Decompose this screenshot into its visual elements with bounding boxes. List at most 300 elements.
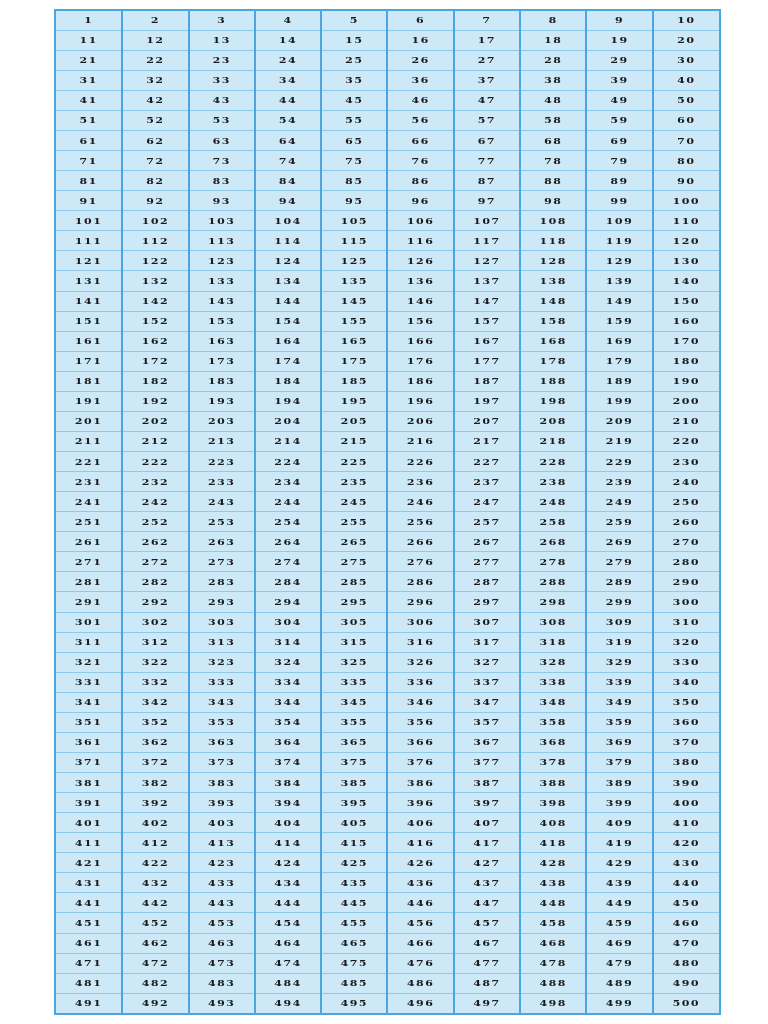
grid-cell: 488 [520, 976, 586, 990]
grid-cell: 152 [122, 314, 188, 328]
grid-cell: 277 [454, 555, 520, 569]
grid-cell: 278 [520, 555, 586, 569]
grid-cell: 473 [189, 956, 255, 970]
grid-cell: 114 [255, 234, 321, 248]
grid-cell: 388 [520, 775, 586, 789]
grid-cell: 263 [189, 535, 255, 549]
grid-row [56, 973, 719, 993]
grid-cell: 401 [56, 815, 122, 829]
grid-cell: 283 [189, 575, 255, 589]
grid-cell: 489 [586, 976, 652, 990]
grid-cell: 227 [454, 454, 520, 468]
grid-cell: 71 [56, 153, 122, 167]
grid-cell: 211 [56, 434, 122, 448]
grid-cell: 27 [454, 53, 520, 67]
grid-cell: 102 [122, 214, 188, 228]
grid-cell: 253 [189, 515, 255, 529]
grid-cell: 431 [56, 876, 122, 890]
grid-cell: 280 [653, 555, 719, 569]
grid-cell: 485 [321, 976, 387, 990]
grid-cell: 60 [653, 113, 719, 127]
grid-cell: 305 [321, 615, 387, 629]
grid-cell: 425 [321, 856, 387, 870]
grid-cell: 262 [122, 535, 188, 549]
grid-cell: 403 [189, 815, 255, 829]
number-grid-body [56, 11, 719, 1013]
grid-cell: 149 [586, 294, 652, 308]
grid-cell: 468 [520, 936, 586, 950]
grid-cell: 40 [653, 73, 719, 87]
grid-cell: 317 [454, 635, 520, 649]
grid-cell: 55 [321, 113, 387, 127]
grid-row [56, 211, 719, 231]
grid-cell: 69 [586, 133, 652, 147]
grid-row [56, 512, 719, 532]
grid-cell: 105 [321, 214, 387, 228]
grid-cell: 324 [255, 655, 321, 669]
grid-cell: 185 [321, 374, 387, 388]
grid-cell: 142 [122, 294, 188, 308]
grid-cell: 199 [586, 394, 652, 408]
grid-cell: 245 [321, 494, 387, 508]
grid-cell: 38 [520, 73, 586, 87]
grid-cell: 471 [56, 956, 122, 970]
grid-cell: 6 [387, 14, 453, 28]
grid-cell: 362 [122, 735, 188, 749]
grid-cell: 47 [454, 93, 520, 107]
grid-cell: 479 [586, 956, 652, 970]
grid-cell: 22 [122, 53, 188, 67]
grid-cell: 306 [387, 615, 453, 629]
grid-cell: 438 [520, 876, 586, 890]
grid-row [56, 893, 719, 913]
grid-cell: 64 [255, 133, 321, 147]
grid-cell: 193 [189, 394, 255, 408]
grid-cell: 336 [387, 675, 453, 689]
grid-row [56, 652, 719, 672]
grid-cell: 293 [189, 595, 255, 609]
grid-cell: 396 [387, 795, 453, 809]
grid-cell: 453 [189, 916, 255, 930]
grid-cell: 124 [255, 254, 321, 268]
grid-cell: 141 [56, 294, 122, 308]
grid-cell: 273 [189, 555, 255, 569]
grid-cell: 281 [56, 575, 122, 589]
grid-cell: 163 [189, 334, 255, 348]
grid-cell: 389 [586, 775, 652, 789]
grid-cell: 466 [387, 936, 453, 950]
grid-cell: 329 [586, 655, 652, 669]
grid-row [56, 452, 719, 472]
grid-cell: 43 [189, 93, 255, 107]
grid-cell: 427 [454, 856, 520, 870]
grid-cell: 414 [255, 836, 321, 850]
grid-cell: 119 [586, 234, 652, 248]
grid-cell: 302 [122, 615, 188, 629]
grid-cell: 398 [520, 795, 586, 809]
grid-cell: 367 [454, 735, 520, 749]
grid-cell: 206 [387, 414, 453, 428]
grid-cell: 265 [321, 535, 387, 549]
grid-row [56, 171, 719, 191]
grid-cell: 303 [189, 615, 255, 629]
grid-cell: 407 [454, 815, 520, 829]
grid-cell: 492 [122, 996, 188, 1010]
grid-cell: 72 [122, 153, 188, 167]
grid-cell: 474 [255, 956, 321, 970]
grid-row [56, 191, 719, 211]
grid-cell: 257 [454, 515, 520, 529]
grid-cell: 260 [653, 515, 719, 529]
grid-cell: 63 [189, 133, 255, 147]
grid-cell: 334 [255, 675, 321, 689]
grid-cell: 282 [122, 575, 188, 589]
grid-cell: 268 [520, 535, 586, 549]
grid-cell: 144 [255, 294, 321, 308]
grid-cell: 276 [387, 555, 453, 569]
grid-cell: 440 [653, 876, 719, 890]
grid-cell: 272 [122, 555, 188, 569]
grid-cell: 271 [56, 555, 122, 569]
grid-cell: 12 [122, 33, 188, 47]
grid-cell: 100 [653, 194, 719, 208]
grid-cell: 215 [321, 434, 387, 448]
grid-cell: 325 [321, 655, 387, 669]
grid-cell: 422 [122, 856, 188, 870]
grid-cell: 420 [653, 836, 719, 850]
grid-cell: 337 [454, 675, 520, 689]
grid-cell: 88 [520, 173, 586, 187]
grid-cell: 309 [586, 615, 652, 629]
grid-cell: 91 [56, 194, 122, 208]
grid-cell: 106 [387, 214, 453, 228]
grid-cell: 251 [56, 515, 122, 529]
grid-cell: 29 [586, 53, 652, 67]
grid-cell: 176 [387, 354, 453, 368]
grid-cell: 108 [520, 214, 586, 228]
grid-cell: 169 [586, 334, 652, 348]
grid-cell: 314 [255, 635, 321, 649]
grid-cell: 347 [454, 695, 520, 709]
grid-row [56, 993, 719, 1013]
grid-cell: 80 [653, 153, 719, 167]
grid-cell: 147 [454, 294, 520, 308]
grid-cell: 212 [122, 434, 188, 448]
number-grid-frame [54, 9, 721, 1015]
grid-cell: 434 [255, 876, 321, 890]
grid-cell: 335 [321, 675, 387, 689]
grid-cell: 87 [454, 173, 520, 187]
grid-cell: 500 [653, 996, 719, 1010]
grid-cell: 345 [321, 695, 387, 709]
grid-cell: 122 [122, 254, 188, 268]
grid-cell: 148 [520, 294, 586, 308]
grid-cell: 467 [454, 936, 520, 950]
grid-cell: 182 [122, 374, 188, 388]
grid-cell: 133 [189, 274, 255, 288]
grid-cell: 8 [520, 14, 586, 28]
grid-cell: 295 [321, 595, 387, 609]
grid-row [56, 151, 719, 171]
grid-cell: 497 [454, 996, 520, 1010]
grid-cell: 145 [321, 294, 387, 308]
grid-cell: 363 [189, 735, 255, 749]
grid-cell: 177 [454, 354, 520, 368]
grid-row [56, 411, 719, 431]
grid-cell: 459 [586, 916, 652, 930]
grid-cell: 66 [387, 133, 453, 147]
grid-cell: 131 [56, 274, 122, 288]
grid-cell: 228 [520, 454, 586, 468]
grid-cell: 487 [454, 976, 520, 990]
grid-cell: 320 [653, 635, 719, 649]
grid-cell: 20 [653, 33, 719, 47]
grid-cell: 462 [122, 936, 188, 950]
grid-cell: 351 [56, 715, 122, 729]
grid-cell: 387 [454, 775, 520, 789]
grid-row [56, 311, 719, 331]
grid-cell: 28 [520, 53, 586, 67]
grid-cell: 157 [454, 314, 520, 328]
grid-cell: 376 [387, 755, 453, 769]
grid-cell: 52 [122, 113, 188, 127]
grid-cell: 463 [189, 936, 255, 950]
grid-cell: 360 [653, 715, 719, 729]
grid-cell: 34 [255, 73, 321, 87]
grid-cell: 352 [122, 715, 188, 729]
grid-row [56, 70, 719, 90]
grid-cell: 162 [122, 334, 188, 348]
grid-cell: 11 [56, 33, 122, 47]
grid-cell: 430 [653, 856, 719, 870]
grid-cell: 134 [255, 274, 321, 288]
grid-cell: 130 [653, 254, 719, 268]
grid-cell: 410 [653, 815, 719, 829]
grid-cell: 156 [387, 314, 453, 328]
grid-cell: 361 [56, 735, 122, 749]
grid-cell: 383 [189, 775, 255, 789]
grid-row [56, 131, 719, 151]
grid-cell: 328 [520, 655, 586, 669]
grid-cell: 33 [189, 73, 255, 87]
grid-cell: 419 [586, 836, 652, 850]
grid-cell: 103 [189, 214, 255, 228]
grid-cell: 158 [520, 314, 586, 328]
grid-cell: 460 [653, 916, 719, 930]
grid-cell: 450 [653, 896, 719, 910]
grid-row [56, 492, 719, 512]
grid-cell: 45 [321, 93, 387, 107]
grid-cell: 226 [387, 454, 453, 468]
grid-cell: 464 [255, 936, 321, 950]
grid-cell: 285 [321, 575, 387, 589]
grid-row [56, 752, 719, 772]
grid-cell: 350 [653, 695, 719, 709]
grid-cell: 312 [122, 635, 188, 649]
grid-cell: 274 [255, 555, 321, 569]
grid-cell: 478 [520, 956, 586, 970]
grid-cell: 171 [56, 354, 122, 368]
grid-cell: 428 [520, 856, 586, 870]
grid-cell: 296 [387, 595, 453, 609]
grid-cell: 113 [189, 234, 255, 248]
grid-cell: 390 [653, 775, 719, 789]
grid-cell: 423 [189, 856, 255, 870]
grid-cell: 7 [454, 14, 520, 28]
grid-cell: 490 [653, 976, 719, 990]
grid-cell: 355 [321, 715, 387, 729]
grid-cell: 195 [321, 394, 387, 408]
grid-cell: 442 [122, 896, 188, 910]
grid-cell: 482 [122, 976, 188, 990]
grid-cell: 109 [586, 214, 652, 228]
grid-cell: 210 [653, 414, 719, 428]
grid-cell: 250 [653, 494, 719, 508]
grid-row [56, 953, 719, 973]
grid-cell: 99 [586, 194, 652, 208]
grid-cell: 151 [56, 314, 122, 328]
grid-cell: 447 [454, 896, 520, 910]
grid-cell: 79 [586, 153, 652, 167]
grid-cell: 495 [321, 996, 387, 1010]
grid-cell: 53 [189, 113, 255, 127]
grid-cell: 392 [122, 795, 188, 809]
grid-cell: 172 [122, 354, 188, 368]
grid-cell: 243 [189, 494, 255, 508]
grid-cell: 90 [653, 173, 719, 187]
grid-cell: 249 [586, 494, 652, 508]
grid-cell: 125 [321, 254, 387, 268]
grid-cell: 455 [321, 916, 387, 930]
grid-cell: 313 [189, 635, 255, 649]
grid-cell: 168 [520, 334, 586, 348]
grid-row [56, 291, 719, 311]
grid-cell: 67 [454, 133, 520, 147]
grid-cell: 287 [454, 575, 520, 589]
grid-cell: 348 [520, 695, 586, 709]
grid-cell: 51 [56, 113, 122, 127]
grid-cell: 127 [454, 254, 520, 268]
grid-cell: 205 [321, 414, 387, 428]
grid-cell: 465 [321, 936, 387, 950]
grid-cell: 218 [520, 434, 586, 448]
grid-cell: 338 [520, 675, 586, 689]
grid-cell: 89 [586, 173, 652, 187]
grid-cell: 234 [255, 474, 321, 488]
grid-cell: 498 [520, 996, 586, 1010]
grid-cell: 25 [321, 53, 387, 67]
grid-cell: 161 [56, 334, 122, 348]
grid-cell: 223 [189, 454, 255, 468]
grid-cell: 373 [189, 755, 255, 769]
grid-cell: 224 [255, 454, 321, 468]
grid-cell: 426 [387, 856, 453, 870]
grid-cell: 191 [56, 394, 122, 408]
grid-cell: 354 [255, 715, 321, 729]
grid-cell: 217 [454, 434, 520, 448]
grid-cell: 386 [387, 775, 453, 789]
grid-cell: 307 [454, 615, 520, 629]
grid-cell: 230 [653, 454, 719, 468]
grid-cell: 237 [454, 474, 520, 488]
grid-cell: 323 [189, 655, 255, 669]
grid-cell: 270 [653, 535, 719, 549]
grid-cell: 279 [586, 555, 652, 569]
grid-cell: 139 [586, 274, 652, 288]
grid-cell: 175 [321, 354, 387, 368]
grid-row [56, 692, 719, 712]
grid-cell: 101 [56, 214, 122, 228]
grid-cell: 74 [255, 153, 321, 167]
grid-cell: 254 [255, 515, 321, 529]
grid-cell: 476 [387, 956, 453, 970]
grid-cell: 393 [189, 795, 255, 809]
grid-row [56, 391, 719, 411]
grid-cell: 429 [586, 856, 652, 870]
grid-cell: 374 [255, 755, 321, 769]
grid-cell: 155 [321, 314, 387, 328]
grid-cell: 331 [56, 675, 122, 689]
grid-cell: 78 [520, 153, 586, 167]
grid-cell: 84 [255, 173, 321, 187]
grid-cell: 300 [653, 595, 719, 609]
grid-cell: 159 [586, 314, 652, 328]
grid-cell: 454 [255, 916, 321, 930]
grid-row [56, 933, 719, 953]
grid-cell: 311 [56, 635, 122, 649]
grid-cell: 57 [454, 113, 520, 127]
grid-cell: 288 [520, 575, 586, 589]
grid-cell: 244 [255, 494, 321, 508]
grid-cell: 241 [56, 494, 122, 508]
grid-cell: 496 [387, 996, 453, 1010]
grid-cell: 120 [653, 234, 719, 248]
grid-cell: 50 [653, 93, 719, 107]
grid-cell: 439 [586, 876, 652, 890]
grid-cell: 95 [321, 194, 387, 208]
grid-cell: 432 [122, 876, 188, 890]
grid-cell: 499 [586, 996, 652, 1010]
grid-row [56, 50, 719, 70]
grid-cell: 326 [387, 655, 453, 669]
grid-cell: 365 [321, 735, 387, 749]
grid-cell: 14 [255, 33, 321, 47]
grid-row [56, 833, 719, 853]
grid-cell: 136 [387, 274, 453, 288]
grid-cell: 356 [387, 715, 453, 729]
grid-cell: 21 [56, 53, 122, 67]
grid-cell: 349 [586, 695, 652, 709]
grid-cell: 472 [122, 956, 188, 970]
grid-cell: 42 [122, 93, 188, 107]
grid-cell: 166 [387, 334, 453, 348]
grid-cell: 298 [520, 595, 586, 609]
grid-cell: 346 [387, 695, 453, 709]
grid-cell: 364 [255, 735, 321, 749]
grid-cell: 292 [122, 595, 188, 609]
grid-cell: 402 [122, 815, 188, 829]
grid-cell: 54 [255, 113, 321, 127]
grid-cell: 377 [454, 755, 520, 769]
grid-cell: 344 [255, 695, 321, 709]
grid-cell: 491 [56, 996, 122, 1010]
grid-cell: 316 [387, 635, 453, 649]
grid-cell: 235 [321, 474, 387, 488]
grid-cell: 448 [520, 896, 586, 910]
grid-cell: 451 [56, 916, 122, 930]
grid-cell: 4 [255, 14, 321, 28]
grid-cell: 358 [520, 715, 586, 729]
